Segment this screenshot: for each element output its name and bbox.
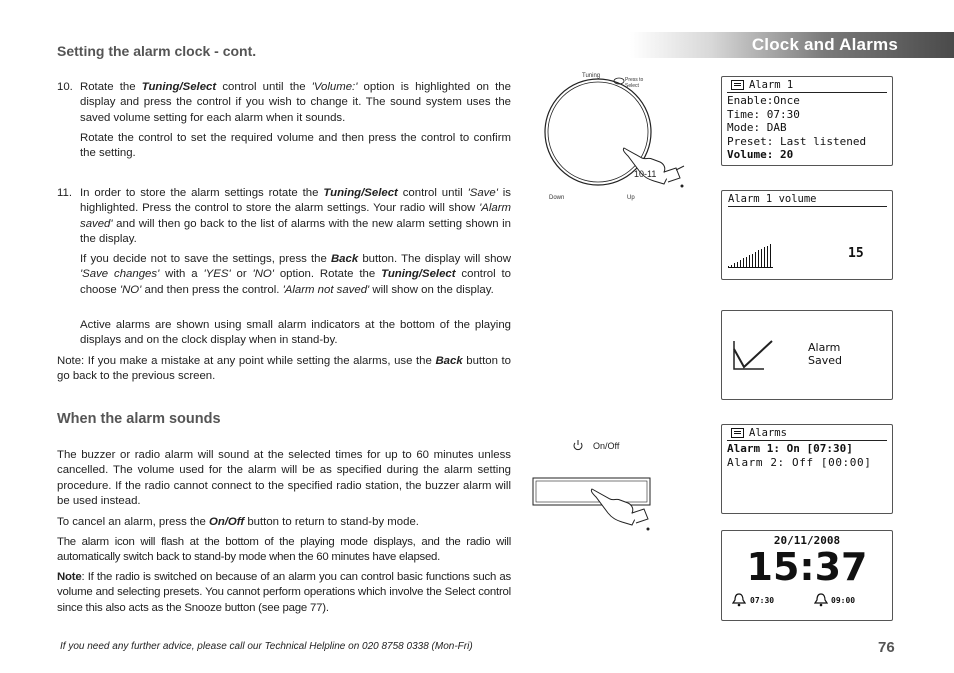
step-10-paragraph-2: Rotate the control to set the required volume and then press the control to confirm the setting.	[80, 132, 511, 160]
step-reference: 10-11	[634, 169, 657, 179]
text: will show on the display.	[369, 283, 494, 296]
option-name: 'Alarm saved'	[80, 202, 511, 230]
lcd-line-volume-selected: Volume: 20	[727, 148, 794, 161]
volume-bar-tick	[770, 244, 771, 268]
alarm-row-2: Alarm 2: Off [00:00]	[727, 456, 872, 469]
text: and will then go back to the list of alarms with the new alarm setting shown in the display.	[80, 217, 511, 245]
down-label: Down	[549, 195, 565, 201]
alarm-note-paragraph	[57, 570, 511, 616]
helpline-note: If you need any further advice, please call our Technical Helpline on 020 8758 0338 (Mon-Fri)	[60, 641, 473, 652]
step-10	[57, 80, 511, 126]
text: : If the radio is switched on because of an alarm you can control basic functions such as volume and selecting presets. You cannot perform operations which involve the Select control since this also acts as the Snooze button (see page 77).	[57, 571, 511, 614]
button-name: Back	[435, 355, 463, 367]
text: control until the	[216, 81, 312, 93]
step-11	[57, 186, 511, 247]
option-name: 'Save'	[467, 187, 498, 199]
lcd-title-bar	[727, 427, 887, 441]
onoff-button-illustration	[530, 437, 670, 537]
page-number: 76	[878, 639, 895, 656]
select-label: Select	[625, 83, 639, 89]
option-name: 'YES'	[203, 268, 231, 281]
alarm-2-time: 09:00	[831, 596, 856, 605]
volume-bar-tick	[752, 254, 753, 268]
volume-bar-graph	[728, 241, 774, 268]
control-name: Tuning/Select	[141, 81, 217, 93]
alarm-bell-icon	[814, 593, 828, 607]
control-name: Tuning/Select	[323, 187, 398, 199]
text: control to choose	[80, 268, 511, 296]
option-name: 'Save changes'	[80, 268, 160, 281]
option-name: 'NO'	[119, 283, 142, 296]
alarm-bell-icon	[732, 593, 746, 607]
button-name: Back	[330, 253, 359, 265]
text: If you decide not to save the settings, press the	[80, 253, 331, 265]
chapter-title: Clock and Alarms	[751, 35, 898, 54]
note-back-button	[57, 354, 511, 385]
volume-bar-baseline	[728, 267, 773, 268]
note-label: Note	[57, 571, 82, 583]
step-11-paragraph-2	[80, 252, 511, 298]
tuning-dial-inner	[548, 82, 648, 182]
text: is highlighted. Press the control to store the alarm settings. Your radio will show	[80, 187, 511, 215]
option-name: 'Alarm not saved'	[282, 283, 370, 296]
clock-time: 15:37	[746, 545, 868, 589]
press-to-label: Press to	[625, 77, 644, 83]
clock-date: 20/11/2008	[773, 534, 841, 547]
text: To cancel an alarm, press the	[57, 516, 209, 528]
lcd-alarm1-settings	[721, 76, 893, 166]
lcd-line-preset: Preset: Last listened	[727, 134, 867, 148]
tuning-dial-illustration	[540, 70, 700, 205]
step-number: 10.	[57, 81, 73, 93]
volume-bar-tick	[758, 250, 759, 268]
text: Note: If you make a mistake at any point while setting the alarms, use the	[57, 355, 436, 367]
text: button to return to stand-by mode.	[244, 516, 419, 528]
lcd-line-time: Time: 07:30	[727, 107, 800, 121]
saved-line-2: Saved	[808, 354, 842, 367]
power-icon	[574, 440, 582, 450]
menu-icon	[731, 80, 744, 90]
alarm-sounds-paragraph-1: The buzzer or radio alarm will sound at the selected times for up to 60 minutes unless cancelled. The volume used for the alarm will be as specified during the alarm setting procedure. If the radio cannot connect to the specified radio station, the buzzer alarm will be used instead.	[57, 449, 511, 507]
menu-icon	[731, 428, 744, 438]
lcd-title: Alarm 1	[749, 79, 794, 91]
text: control until	[397, 187, 468, 199]
up-label: Up	[627, 195, 635, 201]
lcd-line-enable: Enable:Once	[727, 94, 800, 107]
lcd-alarm1-volume	[721, 190, 893, 280]
text: and then press the control.	[141, 283, 283, 296]
lcd-line-mode: Mode: DAB	[727, 121, 787, 134]
lcd-title: Alarm 1 volume	[728, 193, 817, 205]
text: with a	[159, 268, 204, 281]
alarm-cancel-paragraph	[57, 515, 511, 530]
text: In order to store the alarm settings rotate the	[80, 187, 324, 199]
lcd-title-bar	[728, 193, 887, 207]
section-heading-setting-alarm: Setting the alarm clock - cont.	[57, 43, 257, 59]
onoff-label: On/Off	[593, 441, 620, 451]
text: button to go back to the previous screen.	[57, 355, 511, 383]
volume-bar-tick	[767, 246, 768, 268]
option-name: 'NO'	[252, 268, 274, 281]
alarm-flash-paragraph: The alarm icon will flash at the bottom of the playing mode displays, and the radio will automatically switch back to stand-by mode when the 60 minutes have elapsed.	[57, 536, 511, 564]
section-heading-alarm-sounds: When the alarm sounds	[57, 411, 221, 427]
step-number: 11.	[57, 187, 72, 199]
lcd-title-bar	[727, 79, 887, 93]
lcd-standby-clock	[721, 530, 893, 621]
alarm-row-1-selected: Alarm 1: On [07:30]	[727, 442, 853, 455]
text: Rotate the	[80, 81, 142, 93]
volume-bar-tick	[755, 252, 756, 268]
volume-bar-tick	[761, 249, 762, 268]
text: option. Rotate the	[273, 268, 382, 281]
tuning-label: Tuning	[582, 73, 601, 79]
step-11-paragraph-3: Active alarms are shown using small alarm indicators at the bottom of the playing displays and on the clock display when in stand-by.	[80, 319, 511, 347]
volume-bar-tick	[764, 247, 765, 268]
text: option is highlighted on the display and press the control if you wish to change it. The sound system uses the saved volume setting for each alarm when it sounds.	[80, 81, 511, 124]
lcd-alarm-saved	[721, 310, 893, 400]
volume-value: 15	[848, 246, 864, 261]
option-name: 'Volume:'	[311, 81, 358, 93]
text: or	[230, 268, 253, 281]
lcd-alarms-list	[721, 424, 893, 514]
saved-line-1: Alarm	[808, 341, 841, 354]
text: button. The display will show	[358, 253, 511, 265]
control-name: Tuning/Select	[381, 268, 456, 281]
button-name: On/Off	[208, 516, 245, 528]
checkmark-icon	[730, 335, 774, 375]
lcd-title: Alarms	[749, 427, 787, 439]
alarm-1-time: 07:30	[750, 596, 775, 605]
